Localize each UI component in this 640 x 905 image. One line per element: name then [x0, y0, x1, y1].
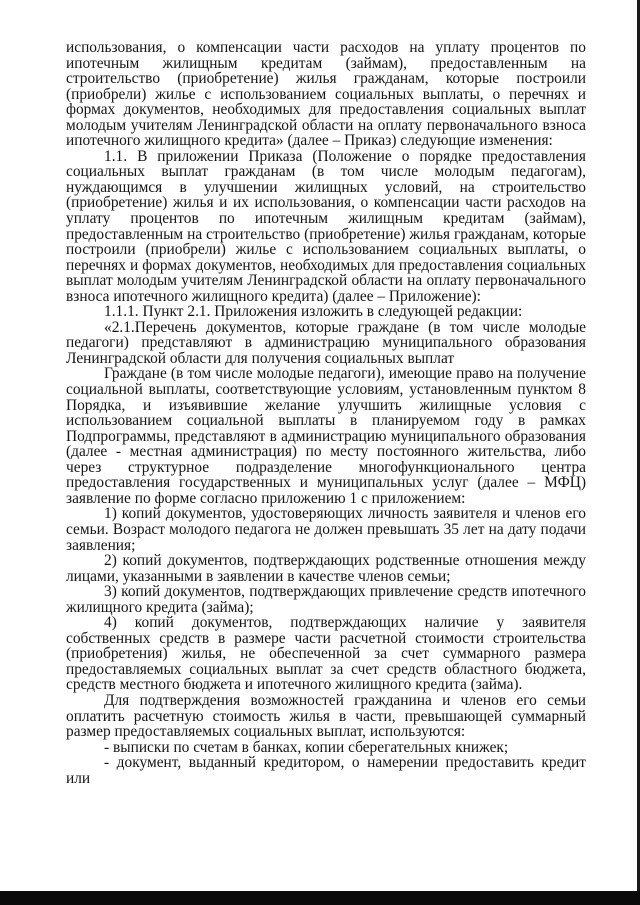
paragraph-confirmation: Для подтверждения возможностей гражданина и членов его семьи оплатить расчетную стоимость жилья в части, превышающей суммарный размер предоставляемых социальных выплат, используются:: [66, 691, 586, 741]
list-item-1: 1) копий документов, удостоверяющих личность заявителя и членов его семьи. Возраст молодого педагога не должен превышать 35 лет на дату подачи заявления;: [66, 505, 586, 554]
list-item-3: 3) копий документов, подтверждающих привлечение средств ипотечного жилищного кредита (займа);: [66, 583, 586, 616]
dash-item-creditor-document: - документ, выданный кредитором, о намерении предоставить кредит или: [66, 754, 586, 787]
paragraph-citizens-application: Граждане (в том числе молодые педагоги), имеющие право на получение социальной выплаты, соответствующие условиям, установленным пунктом 8 Порядка, и изъявившие желание улучшить жилищные условия с использованием социальной выплаты в планируемом году в рамках Подпрограммы, представляют в администрацию муниципального образования (далее - местная администрация) по месту постоянного жительства, либо через структурное подразделение многофункционального центра предоставления государственных и муниципальных услуг (далее – МФЦ) заявление по форме согласно приложению 1 с приложением:: [66, 365, 586, 507]
document-page: [66, 40, 586, 786]
paragraph-order-continuation: использования, о компенсации части расходов на уплату процентов по ипотечным жилищным кредитам (займам), предоставленным на строительство (приобретение) жилья гражданам, которые построили (приобрели) жилье с использованием социальных выплаты, о перечнях и формах документов, необходимых для предоставления социальных выплат молодым учителям Ленинградской области на оплату первоначального взноса ипотечного жилищного кредита» (далее – Приказ) следующие изменения:: [66, 39, 586, 150]
paragraph-section-2-1-heading: «2.1.Перечень документов, которые граждане (в том числе молодые педагоги) представляют в администрацию муниципального образования Ленинградской области для получения социальных выплат: [66, 318, 586, 367]
paragraph-item-1-1: 1.1. В приложении Приказа (Положение о порядке предоставления социальных выплат гражданам (в том числе молодым педагогам), нуждающимся в улучшении жилищных условий, на строительство (приобретение) жилья и их использования, о компенсации части расходов на уплату процентов по ипотечным жилищным кредитам (займам), предоставленным на строительство (приобретение) жилья гражданам, которые построили (приобрели) жилье с использованием социальных выплаты, о перечнях и формах документов, необходимых для предоставления социальных выплат молодым учителям Ленинградской области на оплату первоначального взноса ипотечного жилищного кредита) (далее – Приложение):: [66, 147, 586, 305]
paragraph-item-1-1-1: 1.1.1. Пункт 2.1. Приложения изложить в следующей редакции:: [104, 303, 523, 321]
scan-edge-bottom: [0, 891, 640, 905]
dash-item-bank-statements: - выписки по счетам в банках, копии сберегательных книжек;: [104, 738, 509, 756]
list-item-4: 4) копий документов, подтверждающих наличие у заявителя собственных средств в размере части расчетной стоимости строительства (приобретения) жилья, не обеспеченной за счет суммарного размера предоставляемых социальных выплат за счет средств областного бюджета, средств местного бюджета и ипотечного жилищного кредита (займа).: [66, 614, 586, 694]
list-item-2: 2) копий документов, подтверждающих родственные отношения между лицами, указанными в заявлении в качестве членов семьи;: [66, 552, 586, 585]
